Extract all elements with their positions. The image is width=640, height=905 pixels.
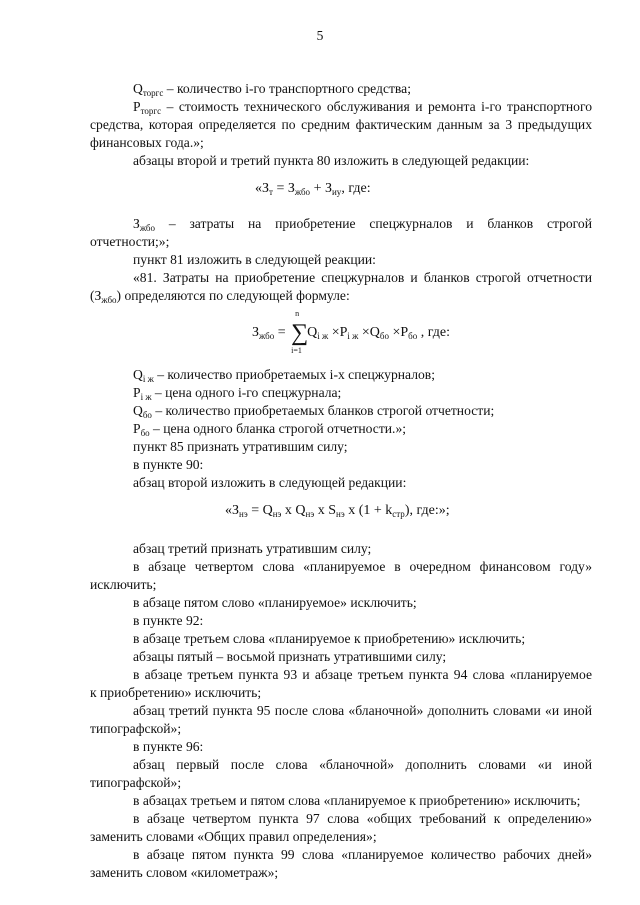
formula-z-t: «$З_т = З_{жбо} + З_{иу}$, где: [255,181,371,197]
paragraph-line: финансовых года.»; [90,135,204,150]
paragraph-line: типографской»; [90,721,182,736]
paragraph-line: в пункте 90: [133,457,204,472]
paragraph-line: абзацы пятый – восьмой признать утратившими силу; [133,649,447,664]
paragraph-line: заменить словами «Общих правил определения»; [90,829,377,844]
paragraph-line: $P_{i ж}$ – цена одного i-го спецжурнала; [133,385,342,402]
formula-z-jbo: $З_{жбо}$ = n ∑ i=1 $Q_{i ж} \times P_{i ж} \times Q_{бо} \times P_{бо}$ , где: [252,309,451,355]
paragraph-line: абзац второй изложить в следующей редакции: [133,475,407,490]
formula-z-ne: «$З_{нэ} = Q_{нэ}$ x $Q_{нэ}$ x $S_{нэ}$ x $(1 + k_{стр})$, где:»; [225,503,450,519]
paragraph-line: исключить; [90,577,157,592]
page-number: 5 [316,28,324,43]
paragraph-line: $Q_{i ж}$ – количество приобретаемых i-х спецжурналов; [133,367,435,384]
paragraph-line: абзац первый после слова «бланочной» дополнить словами «и иной [133,757,592,772]
paragraph-line: типографской»; [90,775,182,790]
paragraph-line: в пункте 96: [133,739,204,754]
paragraph-line: пункт 81 изложить в следующей реакции: [133,252,376,267]
paragraph-line: в абзаце четвертом пункта 97 слова «общих требований к определению» [133,811,592,826]
paragraph-line: абзац третий признать утратившим силу; [133,541,372,556]
sum-symbol: n ∑ i=1 [291,309,309,355]
paragraph-line: $P_{торгс}$ – стоимость технического обслуживания и ремонта i-го транспортного [133,99,592,116]
paragraph-line: в абзаце третьем слова «планируемое к приобретению» исключить; [133,631,526,646]
paragraph-line: $Q_{торгс}$ – количество i-го транспортного средства; [133,81,411,98]
paragraph-line: в пункте 92: [133,613,204,628]
paragraph-line: $(З_{жбо})$ определяются по следующей формуле: [90,288,350,305]
paragraph-line: в абзаце пятом слово «планируемое» исключить; [133,595,417,610]
paragraph-line: отчетности;»; [90,234,170,249]
paragraph-line: $Q_{бо}$ – количество приобретаемых бланков строгой отчетности; [133,403,495,420]
paragraph-line: заменить словом «километраж»; [90,865,279,880]
paragraph-line: в абзаце четвертом слова «планируемое в очередном финансовом году» [133,559,592,574]
paragraph-line: $P_{бо}$ – цена одного бланка строгой отчетности.»; [133,421,407,438]
paragraph-line: абзац третий пункта 95 после слова «бланочной» дополнить словами «и иной [133,703,592,718]
paragraph-line: пункт 85 признать утратившим силу; [133,439,348,454]
paragraph-line: «81. Затраты на приобретение спецжурналов и бланков строгой отчетности [133,270,592,285]
paragraph-line: в абзаце пятом пункта 99 слова «планируемое количество рабочих дней» [133,847,592,862]
paragraph-line: в абзаце третьем пункта 93 и абзаце третьем пункта 94 слова «планируемое [133,667,592,682]
paragraph-line: в абзацах третьем и пятом слова «планируемое к приобретению» исключить; [133,793,581,808]
paragraph-line: к приобретению» исключить; [90,685,262,700]
paragraph-line: средства, которая определяется по средним фактическим данным за 3 предыдущих [90,117,592,132]
paragraph-line: абзацы второй и третий пункта 80 изложить в следующей редакции: [133,153,530,168]
paragraph-line: $З_{жбо}$ – затраты на приобретение спецжурналов и бланков строгой [133,216,592,233]
